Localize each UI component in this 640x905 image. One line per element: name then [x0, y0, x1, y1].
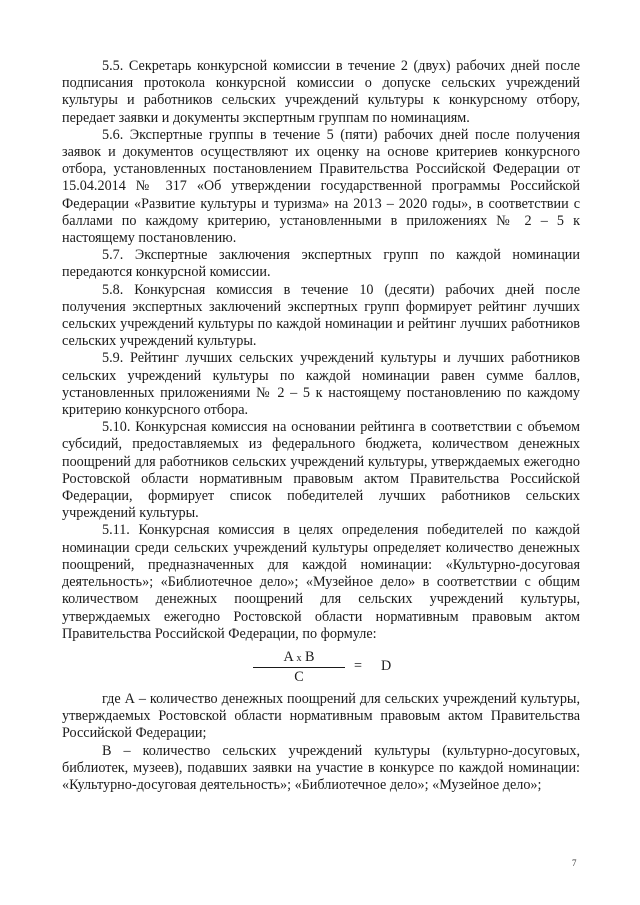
document-page: [62, 58, 580, 794]
definition-b: В – количество сельских учреждений культуры (культурно-досуговых, библиотек, музеев), подавших заявки на участие в конкурсе по каждой номинации: «Культурно-досуговая деятельность»; «Библиотечное дело»; «Музейное дело»;: [62, 742, 580, 793]
formula-fraction: [253, 649, 345, 686]
paragraph-5-7: 5.7. Экспертные заключения экспертных групп по каждой номинации передаются конкурсной комиссии.: [62, 247, 580, 281]
paragraph-5-11: 5.11. Конкурсная комиссия в целях определения победителей по каждой номинации среди сельских учреждений культуры определяет количество денежных поощрений, предназначенных для каждой номинации: «Культурно-досуговая деятельность»; «Библиотечное дело»; «Музейное дело» в соответствии с общим количеством денежных поощрений для сельских учреждений культуры, утверждаемых ежегодно Ростовской области нормативным правовым актом Правительства Российской Федерации, по формуле:: [62, 522, 580, 642]
paragraph-5-5: 5.5. Секретарь конкурсной комиссии в течение 2 (двух) рабочих дней после подписания протокола конкурсной комиссии о допуске сельских учреждений культуры и работников сельских учреждений культуры к конкурсному отбору, передает заявки и документы экспертным группам по номинациям.: [62, 58, 580, 126]
paragraph-5-9: 5.9. Рейтинг лучших сельских учреждений культуры и лучших работников сельских учреждений культуры по каждой номинации равен сумме баллов, установленных приложениями № 2 – 5 к настоящему постановлению по каждому критерию конкурсного отбора.: [62, 350, 580, 419]
formula-a: A: [283, 648, 293, 665]
paragraph-5-10: 5.10. Конкурсная комиссия на основании рейтинга в соответствии с объемом субсидий, предоставляемых из федерального бюджета, количеством денежных поощрений для работников сельских учреждений культуры, утверждаемых ежегодно Ростовской области нормативным правовым актом Правительства Российской Федерации, формирует список победителей лучших работников сельских учреждений культуры.: [62, 419, 580, 522]
page-number: 7: [572, 858, 577, 868]
formula-times: x: [296, 652, 302, 664]
paragraph-5-6: 5.6. Экспертные группы в течение 5 (пяти) рабочих дней после получения заявок и документов осуществляют их оценку на основе критериев конкурсного отбора, установленных постановлением Правительства Российской Федерации от 15.04.2014 № 317 «Об утверждении государственной программы Российской Федерации «Развитие культуры и туризма» на 2013 – 2020 годы», в соответствии с баллами по каждому критерию, установленными в приложениях № 2 – 5 к настоящему постановлению.: [62, 126, 580, 247]
formula-equals: =: [354, 657, 363, 674]
fraction-bar: [253, 667, 345, 668]
definition-a: где А – количество денежных поощрений для сельских учреждений культуры, утверждаемых Ростовской области нормативным правовым актом Правительства Российской Федерации;: [62, 690, 580, 742]
formula-numerator: [253, 649, 345, 666]
paragraph-5-8: 5.8. Конкурсная комиссия в течение 10 (десяти) рабочих дней после получения экспертных заключений экспертных групп формирует рейтинг лучших сельских учреждений культуры по каждой номинации и рейтинг лучших работников сельских учреждений культуры.: [62, 281, 580, 350]
formula: [62, 649, 580, 687]
formula-c: C: [294, 668, 304, 685]
formula-d: D: [381, 657, 392, 674]
formula-b: B: [305, 648, 315, 665]
